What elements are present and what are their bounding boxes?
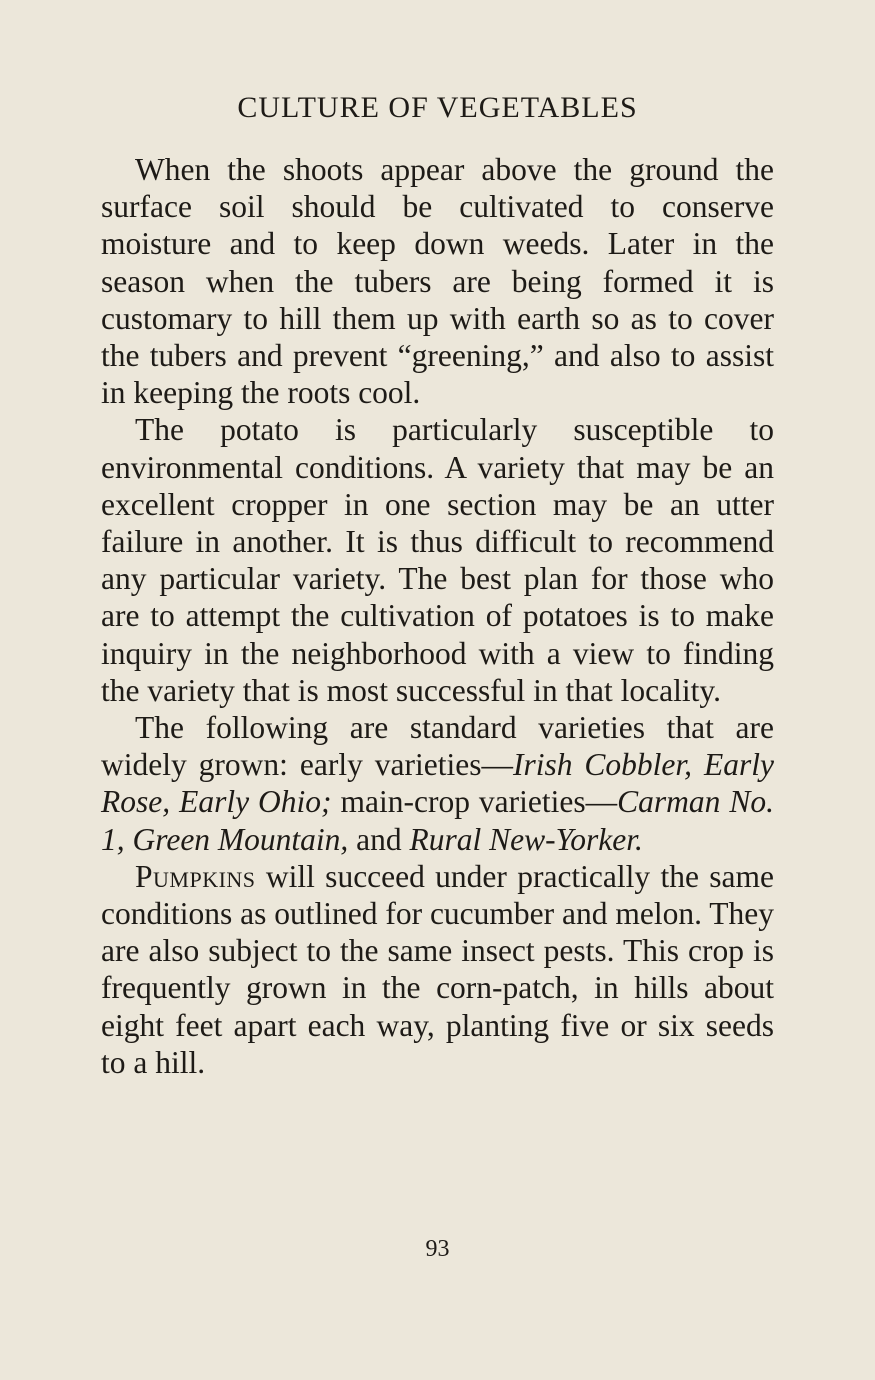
- paragraph-pumpkins: [101, 858, 774, 1081]
- paragraph-environment: The potato is particularly susceptible to environmental conditions. A variety that may be an excellent cropper in one section may be an utter failure in another. It is thus difficult to recommend any particular variety. The best plan for those who are to attempt the cultivation of potatoes is to make inquiry in the neighborhood with a view to finding the variety that is most successful in that locality.: [101, 412, 774, 708]
- varieties-intro: The following are standard varieties that are widely grown: early varieties—: [101, 710, 774, 783]
- pumpkins-lead: Pumpkins: [135, 858, 256, 894]
- body-text: [101, 151, 774, 1081]
- pumpkins-text: will succeed under practically the same conditions as outlined for cucumber and melon. They are also subject to the same insect pests. This crop is frequently grown in the corn-patch, in hills about eight feet apart each way, planting five or six seeds to a hill.: [101, 858, 775, 1080]
- early-varieties: Irish Cobbler, Early Rose, Early Ohio;: [101, 747, 774, 820]
- paragraph-varieties: [101, 709, 774, 858]
- running-head: CULTURE OF VEGETABLES: [237, 91, 638, 124]
- last-variety: Rural New-Yorker.: [409, 821, 643, 857]
- paragraph-cultivation: When the shoots appear above the ground the surface soil should be cultivated to conserve moisture and to keep down weeds. Later in the season when the tubers are being formed it is customary to hill them up with earth so as to cover the tubers and prevent “greening,” and also to assist in keeping the roots cool.: [101, 152, 774, 411]
- page-number: 93: [425, 1236, 450, 1262]
- main-crop-varieties: Carman No. 1, Green Mountain,: [101, 784, 774, 857]
- varieties-middle: main-crop varieties—: [331, 784, 618, 820]
- varieties-and: and: [348, 821, 410, 857]
